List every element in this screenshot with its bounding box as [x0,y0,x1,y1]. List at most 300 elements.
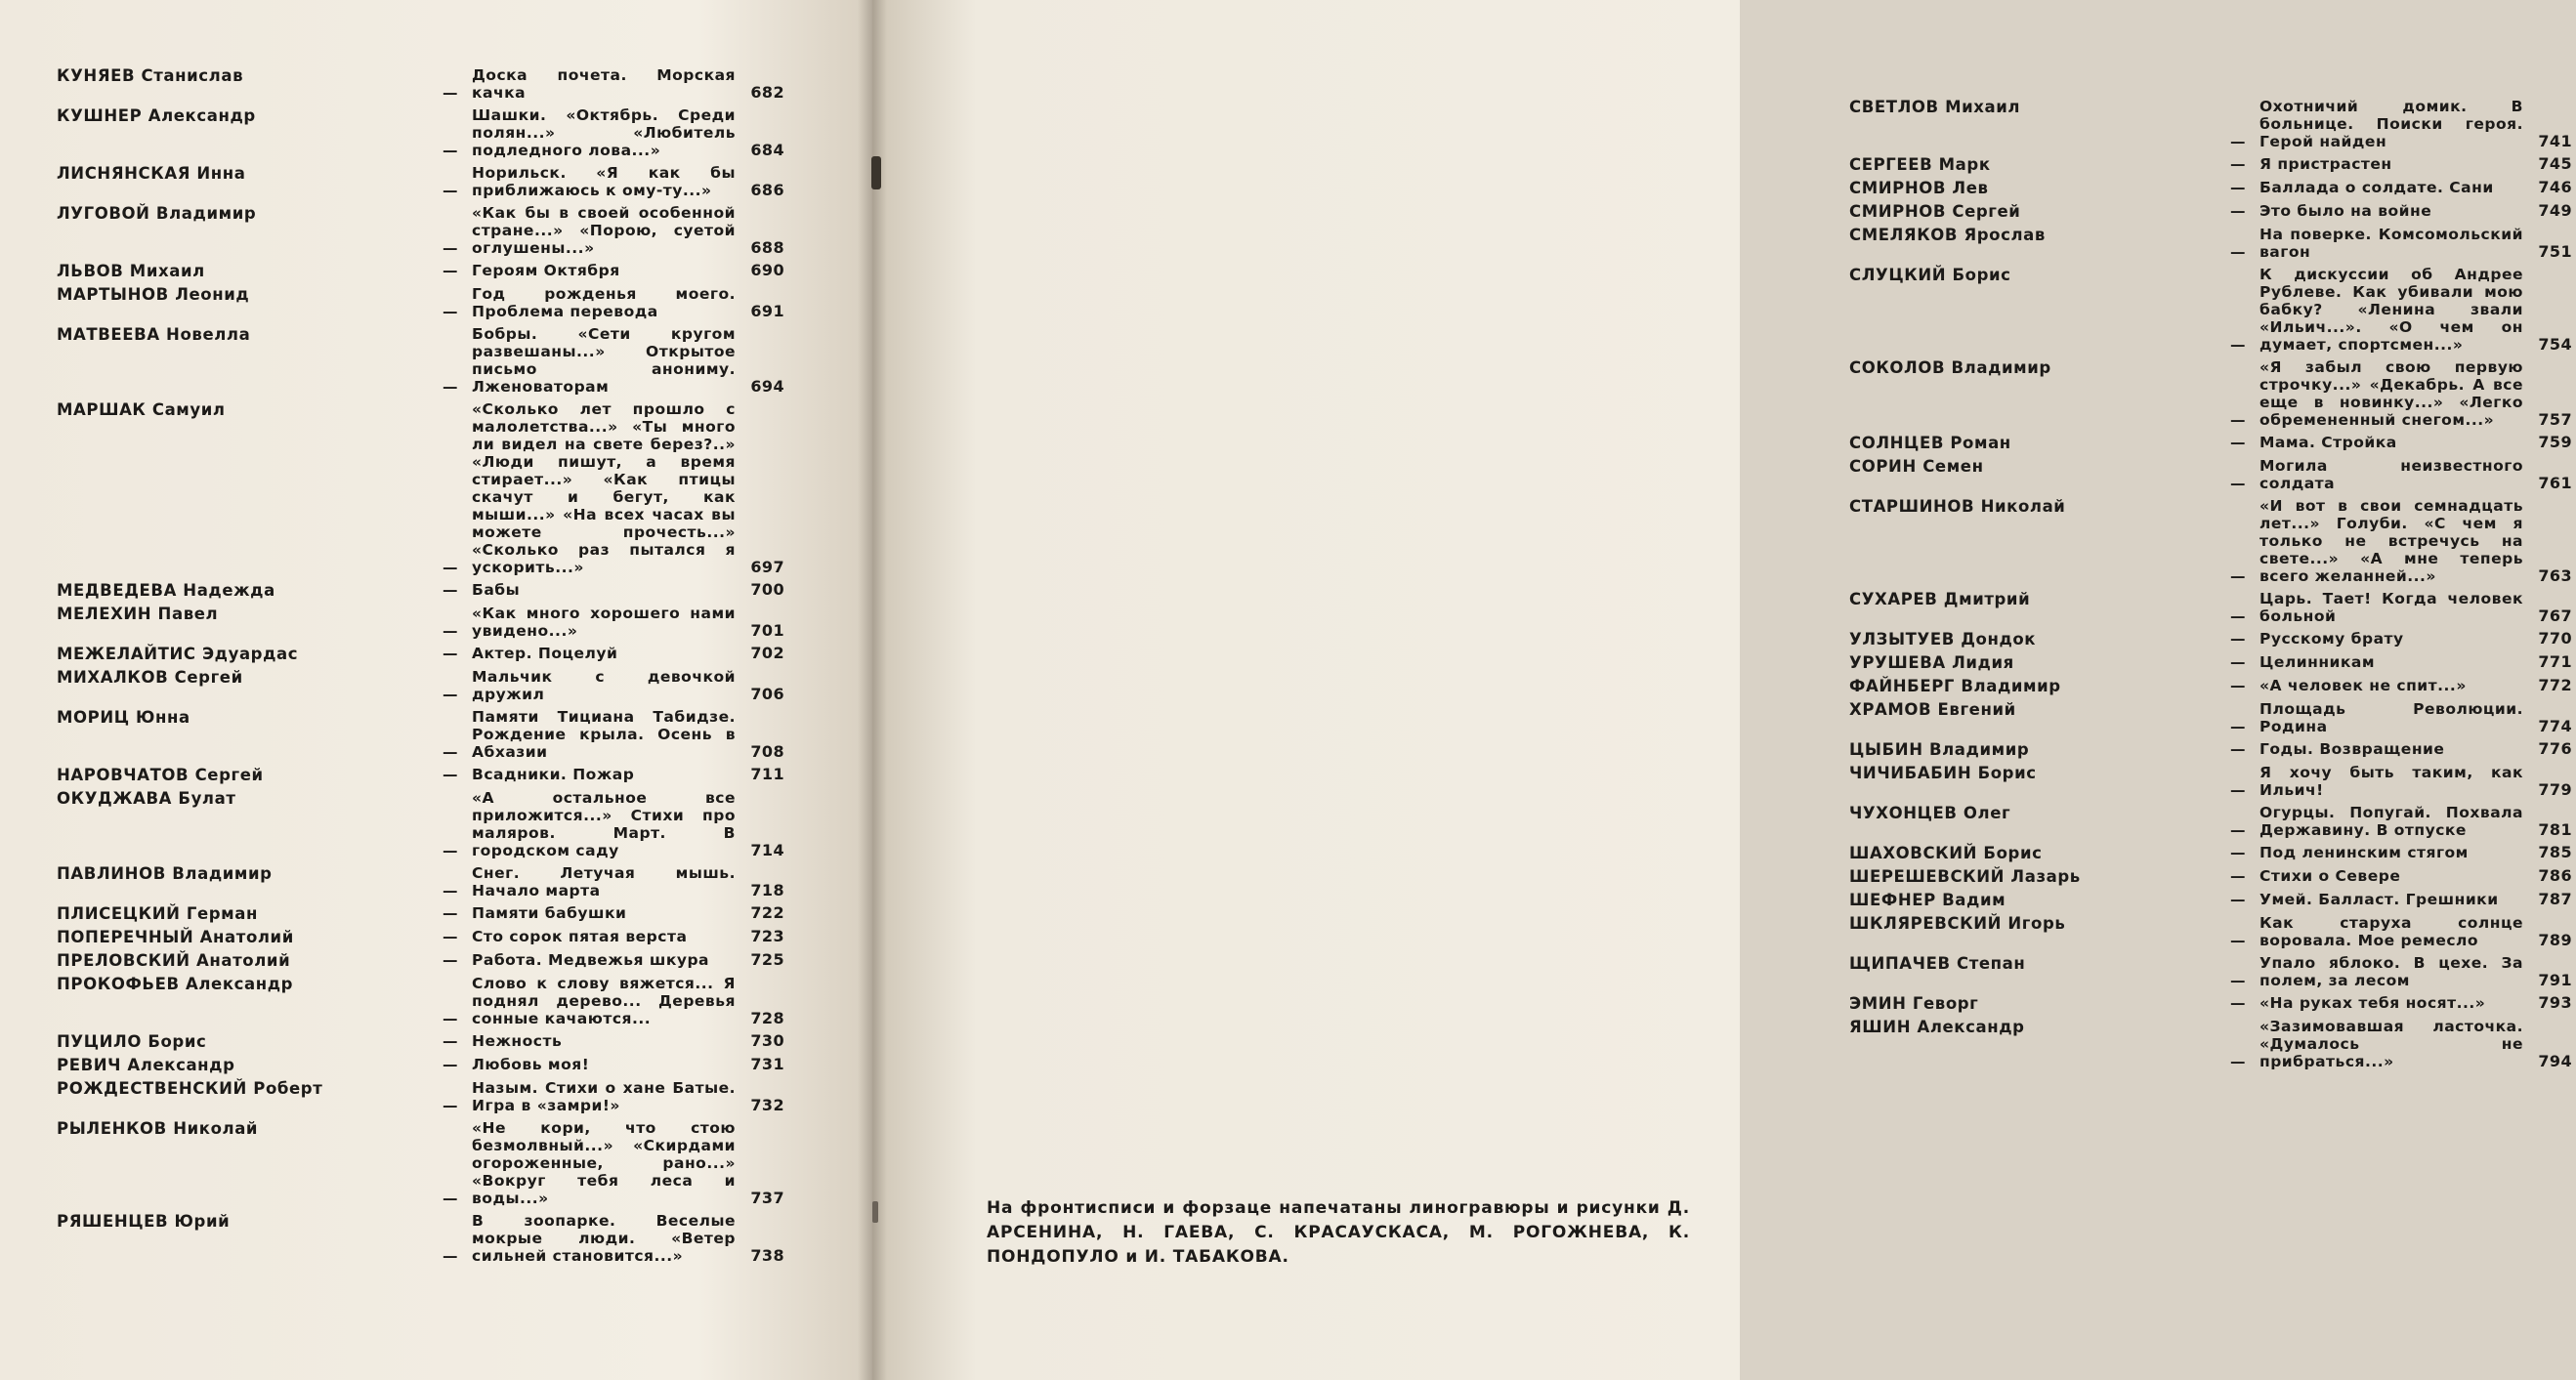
author-name: МЕДВЕДЕВА Надежда [57,581,275,600]
author-name: УЛЗЫТУЕВ Дондок [1849,630,2037,648]
work-title: Под ленинским стягом [2259,844,2469,861]
work-title: «На руках тебя носят...» [2259,994,2486,1012]
toc-entry [1849,590,2576,625]
dash-marker: — [2230,718,2246,735]
works-list [443,668,784,703]
author-name: СУХАРЕВ Дмитрий [1849,590,2031,608]
author-name: МАТВЕЕВА Новелла [57,325,251,344]
dash-marker: — [443,622,458,640]
work-title: Русскому брату [2259,630,2404,648]
work-title: «Сколько лет прошло с малолетства...» «Ты много ли видел на свете берез?..» «Люди пишут, а время стирает...» «Как птицы скачут и бегут, как мыши...» «На всех часах вы можете прочесть...» «Сколько раз пытался я ускорить...» [472,400,736,576]
toc-entry [57,605,795,640]
work-title: Слово к слову вяжется... Я поднял дерево... Деревья сонные качаются... [472,975,736,1027]
work-title: Бабы [472,581,521,599]
works-list [2230,434,2572,451]
work-item [443,400,784,576]
work-item [443,285,784,320]
work-title: Год рожденья моего. Проблема перевода [472,285,736,320]
toc-entry [57,668,795,703]
work-item [443,1119,784,1207]
author-name: РЯШЕНЦЕВ Юрий [57,1212,231,1231]
toc-entry [1849,497,2576,585]
author-name: РЕВИЧ Александр [57,1056,235,1074]
works-list [2230,844,2572,861]
dash-marker: — [2230,155,2246,173]
toc-entry [57,1032,795,1051]
toc-entry [57,1056,795,1074]
work-item [2230,700,2572,735]
work-title: Я хочу быть таким, как Ильич! [2259,764,2523,799]
page-number: 691 [750,302,784,320]
dash-marker: — [2230,653,2246,671]
work-item [2230,358,2572,429]
works-list [443,164,784,199]
works-list [443,951,784,969]
toc-entry [1849,764,2576,799]
works-list [443,204,784,257]
author-name: ШКЛЯРЕВСКИЙ Игорь [1849,914,2066,933]
works-list [2230,497,2572,585]
works-list [443,1212,784,1265]
author-name: ФАЙНБЕРГ Владимир [1849,677,2061,695]
work-title: Целинникам [2259,653,2376,671]
dash-marker: — [443,142,458,159]
work-item [443,1032,784,1050]
toc-entry [57,164,795,199]
works-list [2230,266,2572,354]
author-name: ШЕРЕШЕВСКИЙ Лазарь [1849,867,2081,886]
toc-entry [57,262,795,280]
toc-entry [1849,891,2576,909]
dash-marker: — [443,1010,458,1027]
toc-entry [57,951,795,970]
work-title: Назым. Стихи о хане Батые. Игра в «замри!» [472,1079,736,1114]
page-number: 772 [2538,676,2572,694]
author-name: МАРТЫНОВ Леонид [57,285,250,304]
page-number: 701 [750,621,784,640]
work-item [443,204,784,257]
works-list [443,66,784,102]
work-title: «Не кори, что стою безмолвный...» «Скирдами огороженные, рано...» «Вокруг тебя леса и воды...» [472,1119,736,1207]
toc-entry [1849,954,2576,989]
page-number: 731 [750,1055,784,1073]
dash-marker: — [443,882,458,899]
author-name: МЕЛЕХИН Павел [57,605,219,623]
work-title: Памяти бабушки [472,904,627,922]
work-title: Я пристрастен [2259,155,2392,173]
dash-marker: — [2230,844,2246,861]
page-number: 684 [750,141,784,159]
page-number: 754 [2538,335,2572,354]
dash-marker: — [443,581,458,599]
work-item [2230,994,2572,1012]
dash-marker: — [443,1056,458,1073]
work-title: «А остальное все приложится...» Стихи про маляров. Март. В городском саду [472,789,736,859]
author-name: УРУШЕВА Лидия [1849,653,2014,672]
author-name: ОКУДЖАВА Булат [57,789,236,808]
work-item [443,668,784,703]
work-item [443,975,784,1027]
author-name: ПЛИСЕЦКИЙ Герман [57,904,258,923]
author-name: СМЕЛЯКОВ Ярослав [1849,226,2046,244]
work-title: Доска почета. Морская качка [472,66,736,102]
works-list [2230,98,2572,150]
page-number: 737 [750,1189,784,1207]
work-item [2230,155,2572,173]
toc-entry [57,66,795,102]
page-number: 791 [2538,971,2572,989]
dash-marker: — [2230,630,2246,648]
author-name: ПУЦИЛО Борис [57,1032,207,1051]
author-name: ПОПЕРЕЧНЫЙ Анатолий [57,928,294,946]
dash-marker: — [443,239,458,257]
toc-entry [1849,700,2576,735]
dash-marker: — [443,1097,458,1114]
toc-entry [1849,653,2576,672]
work-title: Работа. Медвежья шкура [472,951,710,969]
toc-entry [57,1079,795,1114]
works-list [443,605,784,640]
dash-marker: — [2230,740,2246,758]
toc-entry [57,975,795,1027]
works-list [443,400,784,576]
work-item [2230,891,2572,908]
works-list [2230,457,2572,492]
toc-entry [1849,1018,2576,1070]
toc-entry [1849,202,2576,221]
dash-marker: — [443,951,458,969]
works-list [2230,700,2572,735]
work-title: Сто сорок пятая верста [472,928,688,945]
dash-marker: — [2230,179,2246,196]
page-number: 694 [750,377,784,396]
toc-left [57,66,795,1270]
colophon: На фронтисписи и форзаце напечатаны линогравюры и рисунки Д. АРСЕНИНА, Н. ГАЕВА, С. КРАСАУСКАСА, М. РОГОЖНЕВА, К. ПОНДОПУЛО и И. ТАБАКОВА. [987,1198,1690,1267]
toc-entry [1849,677,2576,695]
page-number: 688 [750,238,784,257]
dash-marker: — [443,1247,458,1265]
toc-entry [57,766,795,784]
works-list [2230,1018,2572,1070]
works-list [443,928,784,945]
work-title: «Как много хорошего нами увидено...» [472,605,736,640]
author-name: КУШНЕР Александр [57,106,256,125]
work-title: Огурцы. Попугай. Похвала Державину. В отпуске [2259,804,2523,839]
toc-entry [57,904,795,923]
work-item [2230,179,2572,196]
dash-marker: — [443,1190,458,1207]
author-name: ЛУГОВОЙ Владимир [57,204,257,223]
author-name: КУНЯЕВ Станислав [57,66,244,85]
work-title: Мальчик с девочкой дружил [472,668,736,703]
author-name: НАРОВЧАТОВ Сергей [57,766,264,784]
work-title: Всадники. Пожар [472,766,635,783]
author-name: СМИРНОВ Сергей [1849,202,2021,221]
works-list [443,262,784,279]
works-list [443,1079,784,1114]
dash-marker: — [2230,202,2246,220]
work-item [2230,98,2572,150]
dash-marker: — [443,743,458,761]
toc-entry [57,285,795,320]
page-number: 718 [750,881,784,899]
work-item [443,951,784,969]
work-item [2230,740,2572,758]
page-number: 787 [2538,890,2572,908]
dash-marker: — [2230,891,2246,908]
work-title: Бобры. «Сети кругом развешаны...» Открытое письмо анониму. Лженоваторам [472,325,736,396]
work-title: Баллада о солдате. Сани [2259,179,2494,196]
work-title: Умей. Балласт. Грешники [2259,891,2499,908]
dash-marker: — [443,928,458,945]
work-item [443,789,784,859]
author-name: ЛЬВОВ Михаил [57,262,205,280]
author-name: СВЕТЛОВ Михаил [1849,98,2021,116]
works-list [2230,179,2572,196]
toc-entry [1849,358,2576,429]
toc-entry [57,1119,795,1207]
page-number: 749 [2538,201,2572,220]
works-list [443,1032,784,1050]
work-title: К дискуссии об Андрее Рублеве. Как убивали мою бабку? «Ленина звали «Ильич...». «О чем он думает, спортсмен...» [2259,266,2523,354]
page-number: 767 [2538,606,2572,625]
page-number: 759 [2538,433,2572,451]
author-name: МЕЖЕЛАЙТИС Эдуардас [57,645,299,663]
toc-entry [57,645,795,663]
page-number: 700 [750,580,784,599]
author-name: ХРАМОВ Евгений [1849,700,2016,719]
author-name: ЭМИН Геворг [1849,994,1979,1013]
work-item [2230,954,2572,989]
works-list [2230,358,2572,429]
work-item [2230,630,2572,648]
work-title: Норильск. «Я как бы приближаюсь к ому-ту...» [472,164,736,199]
page-number: 751 [2538,242,2572,261]
page-number: 771 [2538,652,2572,671]
work-title: Памяти Тициана Табидзе. Рождение крыла. Осень в Абхазии [472,708,736,761]
toc-entry [1849,994,2576,1013]
author-name: ШЕФНЕР Вадим [1849,891,2006,909]
page-number: 781 [2538,820,2572,839]
works-list [443,106,784,159]
works-list [2230,764,2572,799]
toc-entry [1849,867,2576,886]
work-item [443,1212,784,1265]
work-item [2230,844,2572,861]
work-item [2230,653,2572,671]
work-item [443,645,784,662]
dash-marker: — [2230,994,2246,1012]
author-name: ШАХОВСКИЙ Борис [1849,844,2043,862]
toc-entry [57,581,795,600]
page-number: 789 [2538,931,2572,949]
work-title: Упало яблоко. В цехе. За полем, за лесом [2259,954,2523,989]
dash-marker: — [2230,567,2246,585]
work-item [2230,266,2572,354]
works-list [443,581,784,599]
dash-marker: — [2230,133,2246,150]
toc-entry [1849,914,2576,949]
author-name: СОРИН Семен [1849,457,1984,476]
works-list [2230,226,2572,261]
works-list [2230,867,2572,885]
work-title: «Я забыл свою первую строчку...» «Декабрь. А все еще в новинку...» «Легко обремененный снегом...» [2259,358,2523,429]
work-title: Царь. Тает! Когда человек больной [2259,590,2523,625]
dash-marker: — [2230,607,2246,625]
author-name: СЛУЦКИЙ Борис [1849,266,2011,284]
page-number: 697 [750,558,784,576]
author-name: РОЖДЕСТВЕНСКИЙ Роберт [57,1079,323,1098]
toc-entry [1849,740,2576,759]
work-title: Героям Октября [472,262,620,279]
dash-marker: — [2230,336,2246,354]
works-list [443,645,784,662]
dash-marker: — [2230,243,2246,261]
work-item [443,581,784,599]
works-list [443,285,784,320]
work-title: Могила неизвестного солдата [2259,457,2523,492]
page-number: 690 [750,261,784,279]
work-title: «Зазимовавшая ласточка. «Думалось не прибраться...» [2259,1018,2523,1070]
work-item [443,928,784,945]
author-name: МОРИЦ Юнна [57,708,190,727]
work-item [443,325,784,396]
page-number: 728 [750,1009,784,1027]
page-number: 741 [2538,132,2572,150]
author-name: МИХАЛКОВ Сергей [57,668,243,687]
dash-marker: — [2230,411,2246,429]
work-title: Актер. Поцелуй [472,645,618,662]
works-list [2230,914,2572,949]
work-title: Шашки. «Октябрь. Среди полян...» «Любитель подледного лова...» [472,106,736,159]
page-number: 774 [2538,717,2572,735]
dash-marker: — [443,842,458,859]
work-title: Площадь Революции. Родина [2259,700,2523,735]
works-list [443,904,784,922]
page-number: 706 [750,685,784,703]
work-item [443,66,784,102]
author-name: ЯШИН Александр [1849,1018,2025,1036]
dash-marker: — [2230,1053,2246,1070]
page-number: 770 [2538,629,2572,648]
page-number: 776 [2538,739,2572,758]
author-name: ЧУХОНЦЕВ Олег [1849,804,2011,822]
toc-entry [57,106,795,159]
work-item [443,262,784,279]
work-item [2230,1018,2572,1070]
work-title: Мама. Стройка [2259,434,2397,451]
work-item [443,164,784,199]
page-number: 714 [750,841,784,859]
dash-marker: — [443,559,458,576]
work-item [443,766,784,783]
gutter-mark [871,156,881,189]
toc-entry [57,864,795,899]
work-title: В зоопарке. Веселые мокрые люди. «Ветер сильней становится...» [472,1212,736,1265]
page-number: 682 [750,83,784,102]
works-list [2230,740,2572,758]
work-item [443,864,784,899]
work-title: Охотничий домик. В больнице. Поиски героя. Герой найден [2259,98,2523,150]
work-title: «И вот в свои семнадцать лет...» Голуби. «С чем я только не встречусь на свете...» «А мне теперь всего желанней...» [2259,497,2523,585]
toc-right [1849,98,2576,1075]
works-list [2230,954,2572,989]
dash-marker: — [2230,972,2246,989]
gutter-mark-bottom [872,1201,878,1223]
page-number: 702 [750,644,784,662]
dash-marker: — [443,766,458,783]
work-title: Снег. Летучая мышь. Начало марта [472,864,736,899]
author-name: СМИРНОВ Лев [1849,179,1989,197]
works-list [2230,155,2572,173]
work-title: Стихи о Севере [2259,867,2401,885]
toc-entry [57,1212,795,1265]
works-list [2230,804,2572,839]
work-title: На поверке. Комсомольский вагон [2259,226,2523,261]
toc-entry [57,928,795,946]
author-name: ЦЫБИН Владимир [1849,740,2030,759]
dash-marker: — [2230,475,2246,492]
work-title: «Как бы в своей особенной стране...» «Порою, суетой оглушены...» [472,204,736,257]
work-item [443,708,784,761]
author-name: МАРШАК Самуил [57,400,226,419]
page-number: 794 [2538,1052,2572,1070]
page-number: 779 [2538,780,2572,799]
page-number: 730 [750,1031,784,1050]
author-name: СОЛНЦЕВ Роман [1849,434,2011,452]
dash-marker: — [2230,434,2246,451]
works-list [2230,677,2572,694]
work-item [2230,497,2572,585]
author-name: ПАВЛИНОВ Владимир [57,864,273,883]
dash-marker: — [2230,821,2246,839]
toc-entry [1849,844,2576,862]
work-item [443,904,784,922]
work-title: Любовь моя! [472,1056,590,1073]
dash-marker: — [443,686,458,703]
work-item [2230,764,2572,799]
works-list [443,1056,784,1073]
work-item [2230,914,2572,949]
page-number: 686 [750,181,784,199]
author-name: ЩИПАЧЕВ Степан [1849,954,2026,973]
toc-entry [57,708,795,761]
dash-marker: — [443,262,458,279]
work-title: «А человек не спит...» [2259,677,2467,694]
works-list [2230,891,2572,908]
author-name: СТАРШИНОВ Николай [1849,497,2066,516]
page-number: 763 [2538,566,2572,585]
works-list [443,708,784,761]
toc-entry [1849,457,2576,492]
toc-entry [1849,804,2576,839]
work-item [2230,590,2572,625]
works-list [443,1119,784,1207]
dash-marker: — [443,645,458,662]
page-number: 732 [750,1096,784,1114]
page-number: 761 [2538,474,2572,492]
works-list [2230,653,2572,671]
dash-marker: — [443,303,458,320]
works-list [443,789,784,859]
dash-marker: — [2230,781,2246,799]
page-number: 793 [2538,993,2572,1012]
toc-entry [57,325,795,396]
dash-marker: — [443,904,458,922]
author-name: ЧИЧИБАБИН Борис [1849,764,2037,782]
page-number: 708 [750,742,784,761]
toc-entry [1849,98,2576,150]
